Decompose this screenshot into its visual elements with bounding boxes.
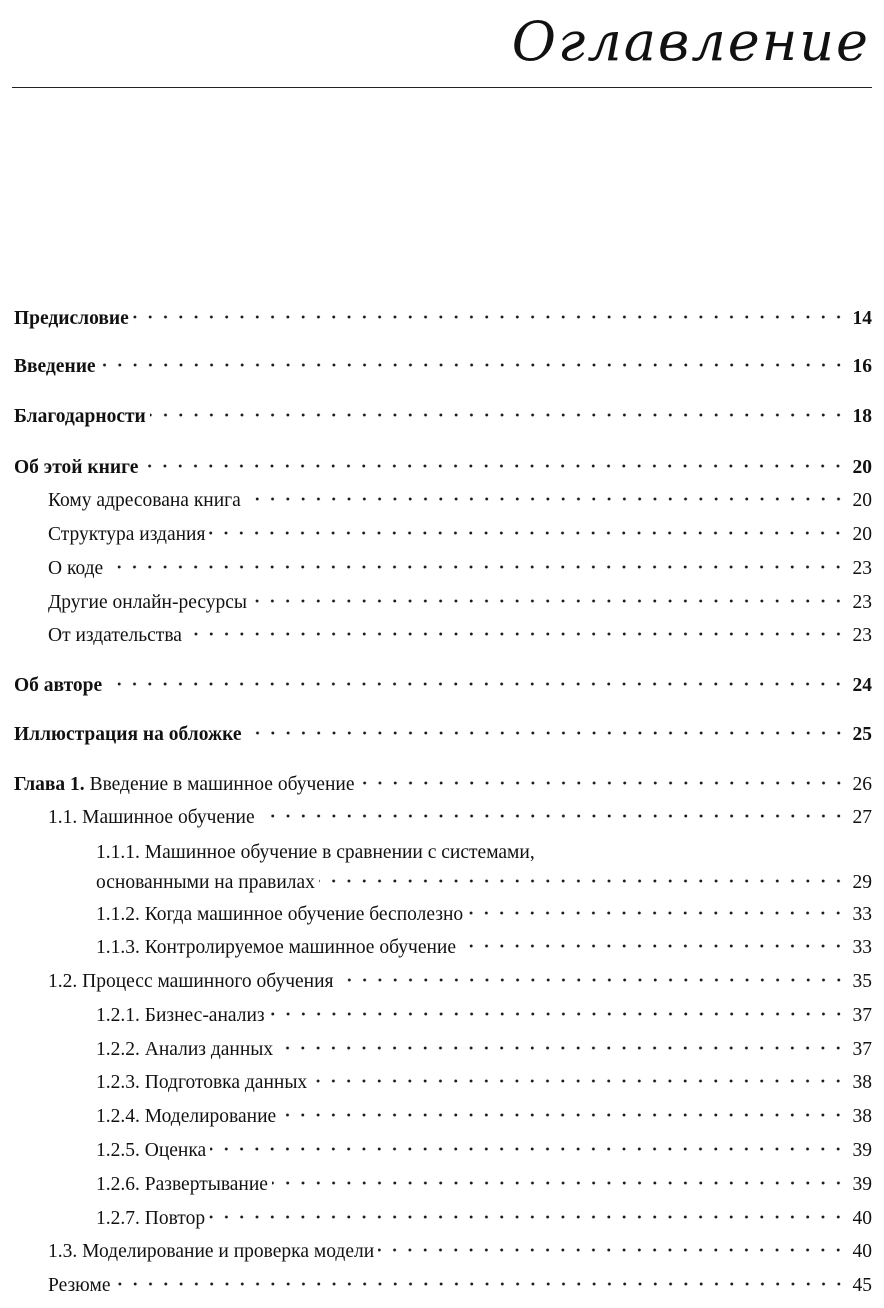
dot-leader [107,565,846,569]
toc-entry-label: Кому адресована книга [48,490,241,511]
toc-entry-label: 1.2.1. Бизнес-анализ [96,1005,265,1026]
toc-entry-1-1-2[interactable] [14,900,872,930]
dot-leader [259,814,846,818]
toc-entry-about-book[interactable] [14,453,872,483]
toc-page-number: 45 [852,1275,872,1296]
toc-entry-introduction[interactable] [14,352,872,382]
dot-leader [142,464,846,468]
toc-entry-label: Об этой книге [14,457,139,478]
dot-leader [460,944,846,948]
page-title: Оглавление [511,10,870,73]
toc-entry-label: 1.2.4. Моделирование [96,1106,277,1127]
toc-page-number: 37 [852,1005,872,1026]
toc-entry-label-line1: 1.1.1. Машинное обучение в сравнении с системами, [96,842,535,863]
toc-entry-1-2-1[interactable] [14,1001,872,1031]
dot-leader [338,978,846,982]
toc-entry-1-2-7[interactable] [14,1204,872,1234]
toc-entry-1-3[interactable] [14,1237,872,1267]
toc-entry-label: Благодарности [14,406,146,427]
dot-leader [209,531,846,535]
dot-leader [251,599,846,603]
toc-entry-label: 1.2.6. Развертывание [96,1174,268,1195]
toc-page-number: 27 [852,807,872,828]
toc-entry-1-2-3[interactable] [14,1068,872,1098]
toc-entry-label: 1.2.7. Повтор [96,1208,206,1229]
toc-page-number: 33 [852,904,872,925]
toc-entry-label: 1.3. Моделирование и проверка модели [48,1241,375,1262]
dot-leader [277,1046,846,1050]
toc-entry-label: Предисловие [14,308,129,329]
toc-entry-1-2-4[interactable] [14,1102,872,1132]
toc-entry-label: 1.1.2. Когда машинное обучение бесполезно [96,904,464,925]
toc-entry-label: От издательства [48,625,182,646]
dot-leader [467,911,846,915]
toc-page-number: 23 [852,625,872,646]
toc-entry-1-1-3[interactable] [14,933,872,963]
toc-entry-label: 1.1.3. Контролируемое машинное обучение [96,937,457,958]
toc-entry-about-author[interactable] [14,671,872,701]
dot-leader [100,363,846,367]
toc-page-number: 39 [852,1174,872,1195]
toc-entry-label: О коде [48,558,104,579]
toc-entry-online-resources[interactable] [14,588,872,618]
dot-leader [210,1147,846,1151]
toc-entry-label: 1.2. Процесс машинного обучения [48,971,334,992]
toc-page-number: 14 [852,308,872,329]
toc-entry-1-2-2[interactable] [14,1035,872,1065]
chapter-title: Введение в машинное обучение [89,774,355,795]
toc-page-number: 24 [852,675,872,696]
dot-leader [378,1248,846,1252]
toc-entry-1-2-5[interactable] [14,1136,872,1166]
toc-page-number: 38 [852,1106,872,1127]
toc-page-number: 18 [852,406,872,427]
table-of-contents [14,0,872,1308]
toc-page-number: 29 [852,872,872,893]
toc-entry-label: Введение [14,356,96,377]
dot-leader [319,879,846,883]
toc-entry-label: 1.2.5. Оценка [96,1140,207,1161]
toc-page-number: 40 [852,1241,872,1262]
dot-leader [246,731,846,735]
toc-entry-acknowledgments[interactable] [14,402,872,432]
toc-entry-label [14,770,355,800]
dot-leader [209,1215,846,1219]
toc-entry-label: Об авторе [14,675,103,696]
toc-entry-label: Иллюстрация на обложке [14,724,242,745]
toc-entry-publisher[interactable] [14,621,872,651]
dot-leader [186,632,846,636]
toc-entry-label: 1.2.2. Анализ данных [96,1039,274,1060]
toc-page-number: 33 [852,937,872,958]
toc-entry-about-code[interactable] [14,554,872,584]
toc-page-number: 38 [852,1072,872,1093]
toc-entry-label: Резюме [48,1275,111,1296]
dot-leader [245,497,846,501]
dot-leader [133,315,846,319]
toc-page-number: 35 [852,971,872,992]
dot-leader [311,1079,846,1083]
toc-entry-label: 1.2.3. Подготовка данных [96,1072,308,1093]
toc-entry-chapter-1[interactable] [14,770,872,800]
toc-entry-label: Другие онлайн-ресурсы [48,592,247,613]
toc-page-number: 40 [852,1208,872,1229]
toc-page-number: 20 [852,457,872,478]
toc-entry-summary[interactable] [14,1271,872,1301]
toc-entry-1-2-6[interactable] [14,1170,872,1200]
chapter-number: Глава 1. [14,774,85,795]
dot-leader [272,1181,846,1185]
toc-page-number: 23 [852,558,872,579]
toc-page-number: 16 [852,356,872,377]
dot-leader [269,1012,846,1016]
toc-entry-audience[interactable] [14,486,872,516]
toc-entry-preface[interactable] [14,304,872,334]
toc-entry-structure[interactable] [14,520,872,550]
toc-entry-label: основанными на правилах [96,872,315,893]
toc-page-number: 26 [852,774,872,795]
dot-leader [280,1113,846,1117]
dot-leader [115,1282,847,1286]
toc-page-number: 39 [852,1140,872,1161]
toc-entry-1-2[interactable] [14,967,872,997]
toc-page-number: 20 [852,490,872,511]
dot-leader [359,781,847,785]
toc-entry-1-1-1[interactable] [14,838,872,898]
toc-page-number: 20 [852,524,872,545]
toc-page-number: 25 [852,724,872,745]
toc-entry-label: 1.1. Машинное обучение [48,807,255,828]
toc-entry-1-1[interactable] [14,803,872,833]
toc-entry-label: Структура издания [48,524,206,545]
toc-page-number: 37 [852,1039,872,1060]
dot-leader [106,682,846,686]
toc-entry-cover-illustration[interactable] [14,720,872,750]
dot-leader [150,413,846,417]
toc-page-number: 23 [852,592,872,613]
